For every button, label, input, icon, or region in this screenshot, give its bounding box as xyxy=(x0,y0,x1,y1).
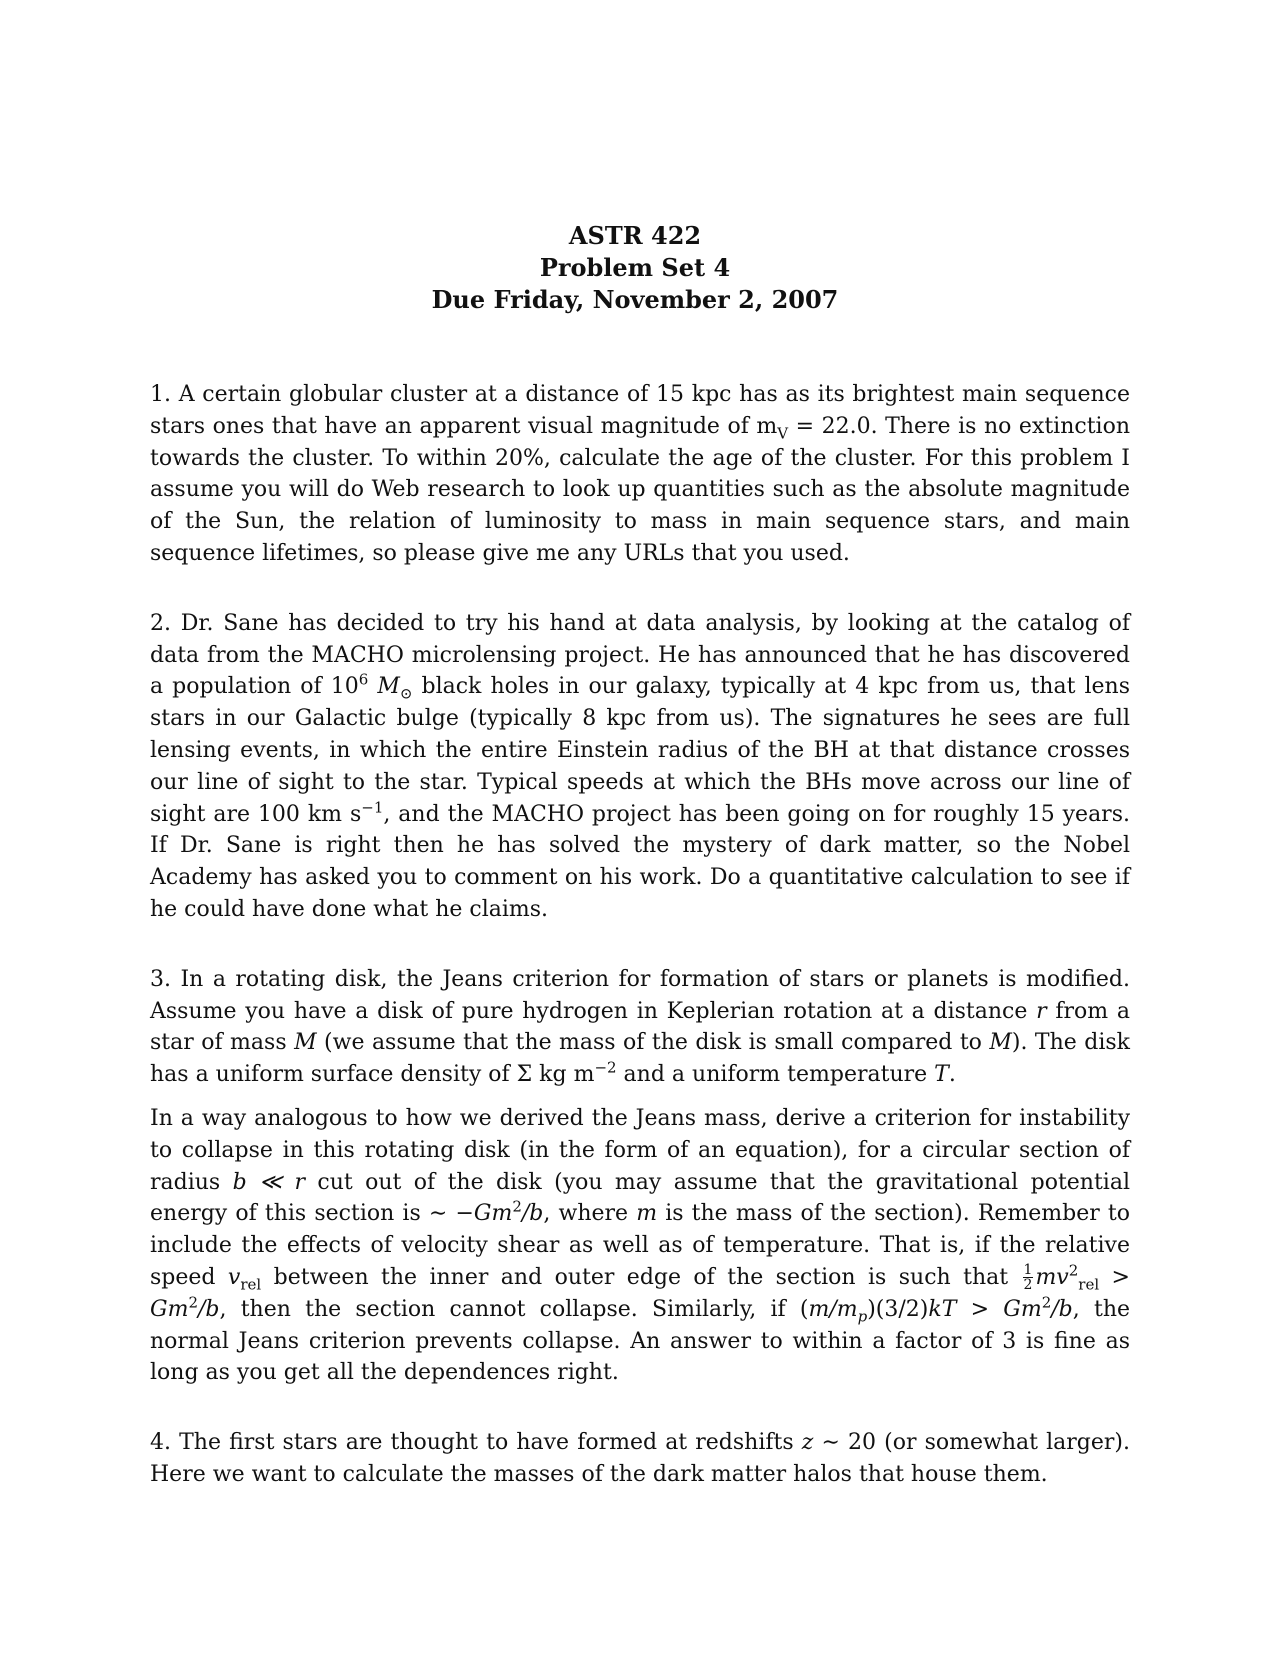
math-symbol: M xyxy=(294,1030,317,1056)
math-operator: > xyxy=(956,1296,1004,1322)
math-symbol: M xyxy=(377,674,400,700)
math-symbol: /b xyxy=(1051,1296,1073,1322)
problem-text: In a way analogous to how we derived the Jeans mass, derive a criterion for instability to collapse in this rotating disk (in the form of an equation), for a circular section of radius xyxy=(150,1105,1130,1195)
problem-number: 3. xyxy=(150,966,171,992)
problem-text: black holes in our galaxy, typically at 4 kpc from us, that lens stars in our Galactic bulge (typically 8 kpc from us). The signatures he sees are full lensing events, in which the entire Einstein radius of the BH at that distance crosses our line of sight to the star. Typical speeds at which the BHs move across our line of sight are 100 km s xyxy=(150,674,1130,827)
math-symbol: Gm xyxy=(473,1201,513,1227)
superscript: −1 xyxy=(361,798,384,817)
problem-text: between the inner and outer edge of the section is such that xyxy=(261,1264,1021,1290)
problem-text: cut out of the disk (you may assume that the gravitational potential energy of this section is ∼ − xyxy=(150,1169,1130,1227)
subscript: rel xyxy=(1078,1275,1100,1294)
superscript: 2 xyxy=(512,1198,522,1216)
superscript: 2 xyxy=(1041,1293,1052,1312)
problem-3-setup xyxy=(150,964,1130,1091)
due-date: Due Friday, November 2, 2007 xyxy=(431,285,839,314)
math-symbol: /b xyxy=(197,1296,220,1322)
subscript: rel xyxy=(240,1275,262,1294)
problem-text: ∼ 20 (or somewhat larger). Here we want to calculate the masses of the dark matter halos that house them. xyxy=(150,1430,1130,1487)
problem-4 xyxy=(150,1427,1130,1491)
document-page xyxy=(150,220,1130,1491)
problem-text: is the mass of the section). Remember to include the effects of velocity shear as well as of temperature. That is, if the relative speed xyxy=(150,1201,1130,1290)
math-symbol: m/m xyxy=(808,1296,858,1322)
title-block xyxy=(140,220,1130,316)
fraction-numerator: 1 xyxy=(1023,1262,1033,1279)
problem-1 xyxy=(150,379,1130,570)
problem-text: and a uniform temperature xyxy=(616,1062,935,1088)
problem-3 xyxy=(150,964,1130,1389)
problem-number: 2. xyxy=(150,610,171,636)
problem-text: , the normal Jeans criterion prevents collapse. An answer to within a factor of 3 is fine as long as you get all the dependences right. xyxy=(150,1296,1131,1386)
math-symbol: Gm xyxy=(1003,1296,1042,1322)
problem-text: from a star of mass xyxy=(150,998,1131,1056)
math-symbol: z xyxy=(801,1430,814,1456)
math-symbol: T xyxy=(934,1062,949,1088)
superscript: 2 xyxy=(188,1293,198,1312)
math-operator: > xyxy=(1099,1264,1130,1290)
problem-text: , then the section cannot collapse. Similarly, if ( xyxy=(219,1296,809,1322)
superscript: −2 xyxy=(594,1058,617,1077)
problem-text: In a rotating disk, the Jeans criterion for formation of stars or planets is modified. Assume you have a disk of pure hydrogen in Keplerian rotation at a distance xyxy=(150,966,1130,1024)
problem-text: , and the MACHO project has been going on for roughly 15 years. If Dr. Sane is right then he has solved the mystery of dark matter, so the Nobel Academy has asked you to comment on his work. Do a quantitative calculation to see if he could have done what he claims. xyxy=(150,801,1130,922)
subscript: p xyxy=(857,1307,868,1326)
problem-2 xyxy=(150,608,1130,926)
math-symbol: kT xyxy=(928,1296,957,1322)
subscript: ⊙ xyxy=(399,684,413,703)
problem-3-task xyxy=(150,1103,1130,1389)
math-symbol: v xyxy=(227,1264,241,1290)
fraction-denominator: 2 xyxy=(1023,1277,1033,1294)
problem-number: 1. xyxy=(150,382,171,407)
superscript: 2 xyxy=(1068,1261,1079,1280)
problem-text: (we assume that the mass of the disk is small compared to xyxy=(316,1030,990,1056)
superscript: 6 xyxy=(358,671,369,690)
problem-text: A certain globular cluster at a distance of 15 kpc has as its brightest main sequence stars ones that have an apparent visual magnitude of m xyxy=(150,382,1130,439)
problem-text: = 22.0. There is no extinction towards the cluster. To within 20%, calculate the age of the cluster. For this problem I assume you will do Web research to look up quantities such as the absolute magnitude of the Sun, the relation of luminosity to mass in main sequence stars, and main sequence lifetimes, so please give me any URLs that you used. xyxy=(150,413,1130,566)
math-symbol: M xyxy=(989,1030,1012,1056)
problem-set-title: Problem Set 4 xyxy=(539,253,731,282)
problem-text: , where xyxy=(543,1201,637,1227)
math-symbol: Gm xyxy=(150,1296,189,1322)
punctuation: . xyxy=(948,1062,956,1088)
subscript: V xyxy=(777,424,789,443)
math-expression: b ≪ r xyxy=(232,1169,306,1195)
fraction-half xyxy=(1023,1263,1034,1292)
problem-number: 4. xyxy=(150,1430,171,1456)
problem-text: )(3/2) xyxy=(867,1296,929,1322)
course-title: ASTR 422 xyxy=(568,221,702,250)
math-symbol: mv xyxy=(1035,1264,1069,1290)
problem-text: The first stars are thought to have formed at redshifts xyxy=(179,1430,802,1456)
math-symbol: m xyxy=(636,1201,658,1227)
problem-text: ). The disk has a uniform surface density of Σ kg m xyxy=(150,1030,1130,1088)
math-symbol: r xyxy=(1036,998,1047,1024)
math-symbol: /b xyxy=(521,1201,544,1227)
problem-text: Dr. Sane has decided to try his hand at data analysis, by looking at the catalog of data from the MACHO microlensing project. He has announced that he has discovered a population of 10 xyxy=(150,610,1130,700)
